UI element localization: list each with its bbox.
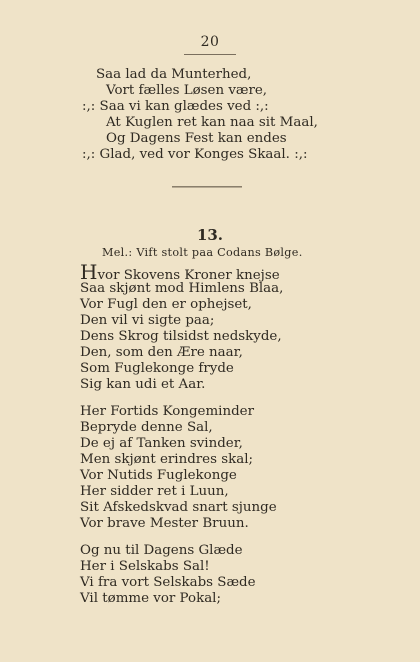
verse-line: Vor brave Mester Bruun.	[80, 516, 249, 531]
verse-line: Her Fortids Kongeminder	[80, 404, 254, 419]
verse-line: Vil tømme vor Pokal;	[80, 591, 221, 606]
verse-line: Sig kan udi et Aar.	[80, 377, 206, 392]
page-number-rule	[184, 54, 236, 55]
verse-line: Her sidder ret i Luun,	[80, 484, 229, 499]
verse-line: Vort fælles Løsen være,	[106, 83, 268, 98]
song-number: 13.	[196, 226, 224, 244]
section-divider	[172, 186, 242, 188]
verse-line: Bepryde denne Sal,	[80, 420, 213, 435]
verse-line: Vi fra vort Selskabs Sæde	[80, 575, 256, 590]
verse-line: Den, som den Ære naar,	[80, 345, 243, 360]
verse-line: Her i Selskabs Sal!	[80, 559, 210, 574]
verse-line: Saa skjønt mod Himlens Blaa,	[80, 281, 284, 296]
drop-cap: H	[80, 260, 98, 284]
verse-line: Og Dagens Fest kan endes	[106, 131, 287, 146]
verse-line: Saa lad da Munterhed,	[96, 67, 252, 82]
verse-line: Den vil vi sigte paa;	[80, 313, 215, 328]
page-number: 20	[200, 34, 220, 50]
verse-line: Som Fuglekonge fryde	[80, 361, 234, 376]
verse-line: Vor Fugl den er ophejset,	[80, 297, 252, 312]
verse-line: At Kuglen ret kan naa sit Maal,	[106, 115, 318, 130]
verse-line: Dens Skrog tilsidst nedskyde,	[80, 329, 282, 344]
melody-line: Mel.: Vift stolt paa Codans Bølge.	[102, 246, 303, 259]
verse-line: De ej af Tanken svinder,	[80, 436, 243, 451]
verse-line: Sit Afskedskvad snart sjunge	[80, 500, 277, 515]
verse-line: Vor Nutids Fuglekonge	[80, 468, 237, 483]
verse-line: :,: Glad, ved vor Konges Skaal. :,:	[82, 147, 308, 162]
verse-line: Og nu til Dagens Glæde	[80, 543, 243, 558]
verse-line: Men skjønt erindres skal;	[80, 452, 253, 467]
verse-line-text: vor Skovens Kroner knejse	[97, 268, 280, 283]
verse-line: :,: Saa vi kan glædes ved :,:	[82, 99, 269, 114]
